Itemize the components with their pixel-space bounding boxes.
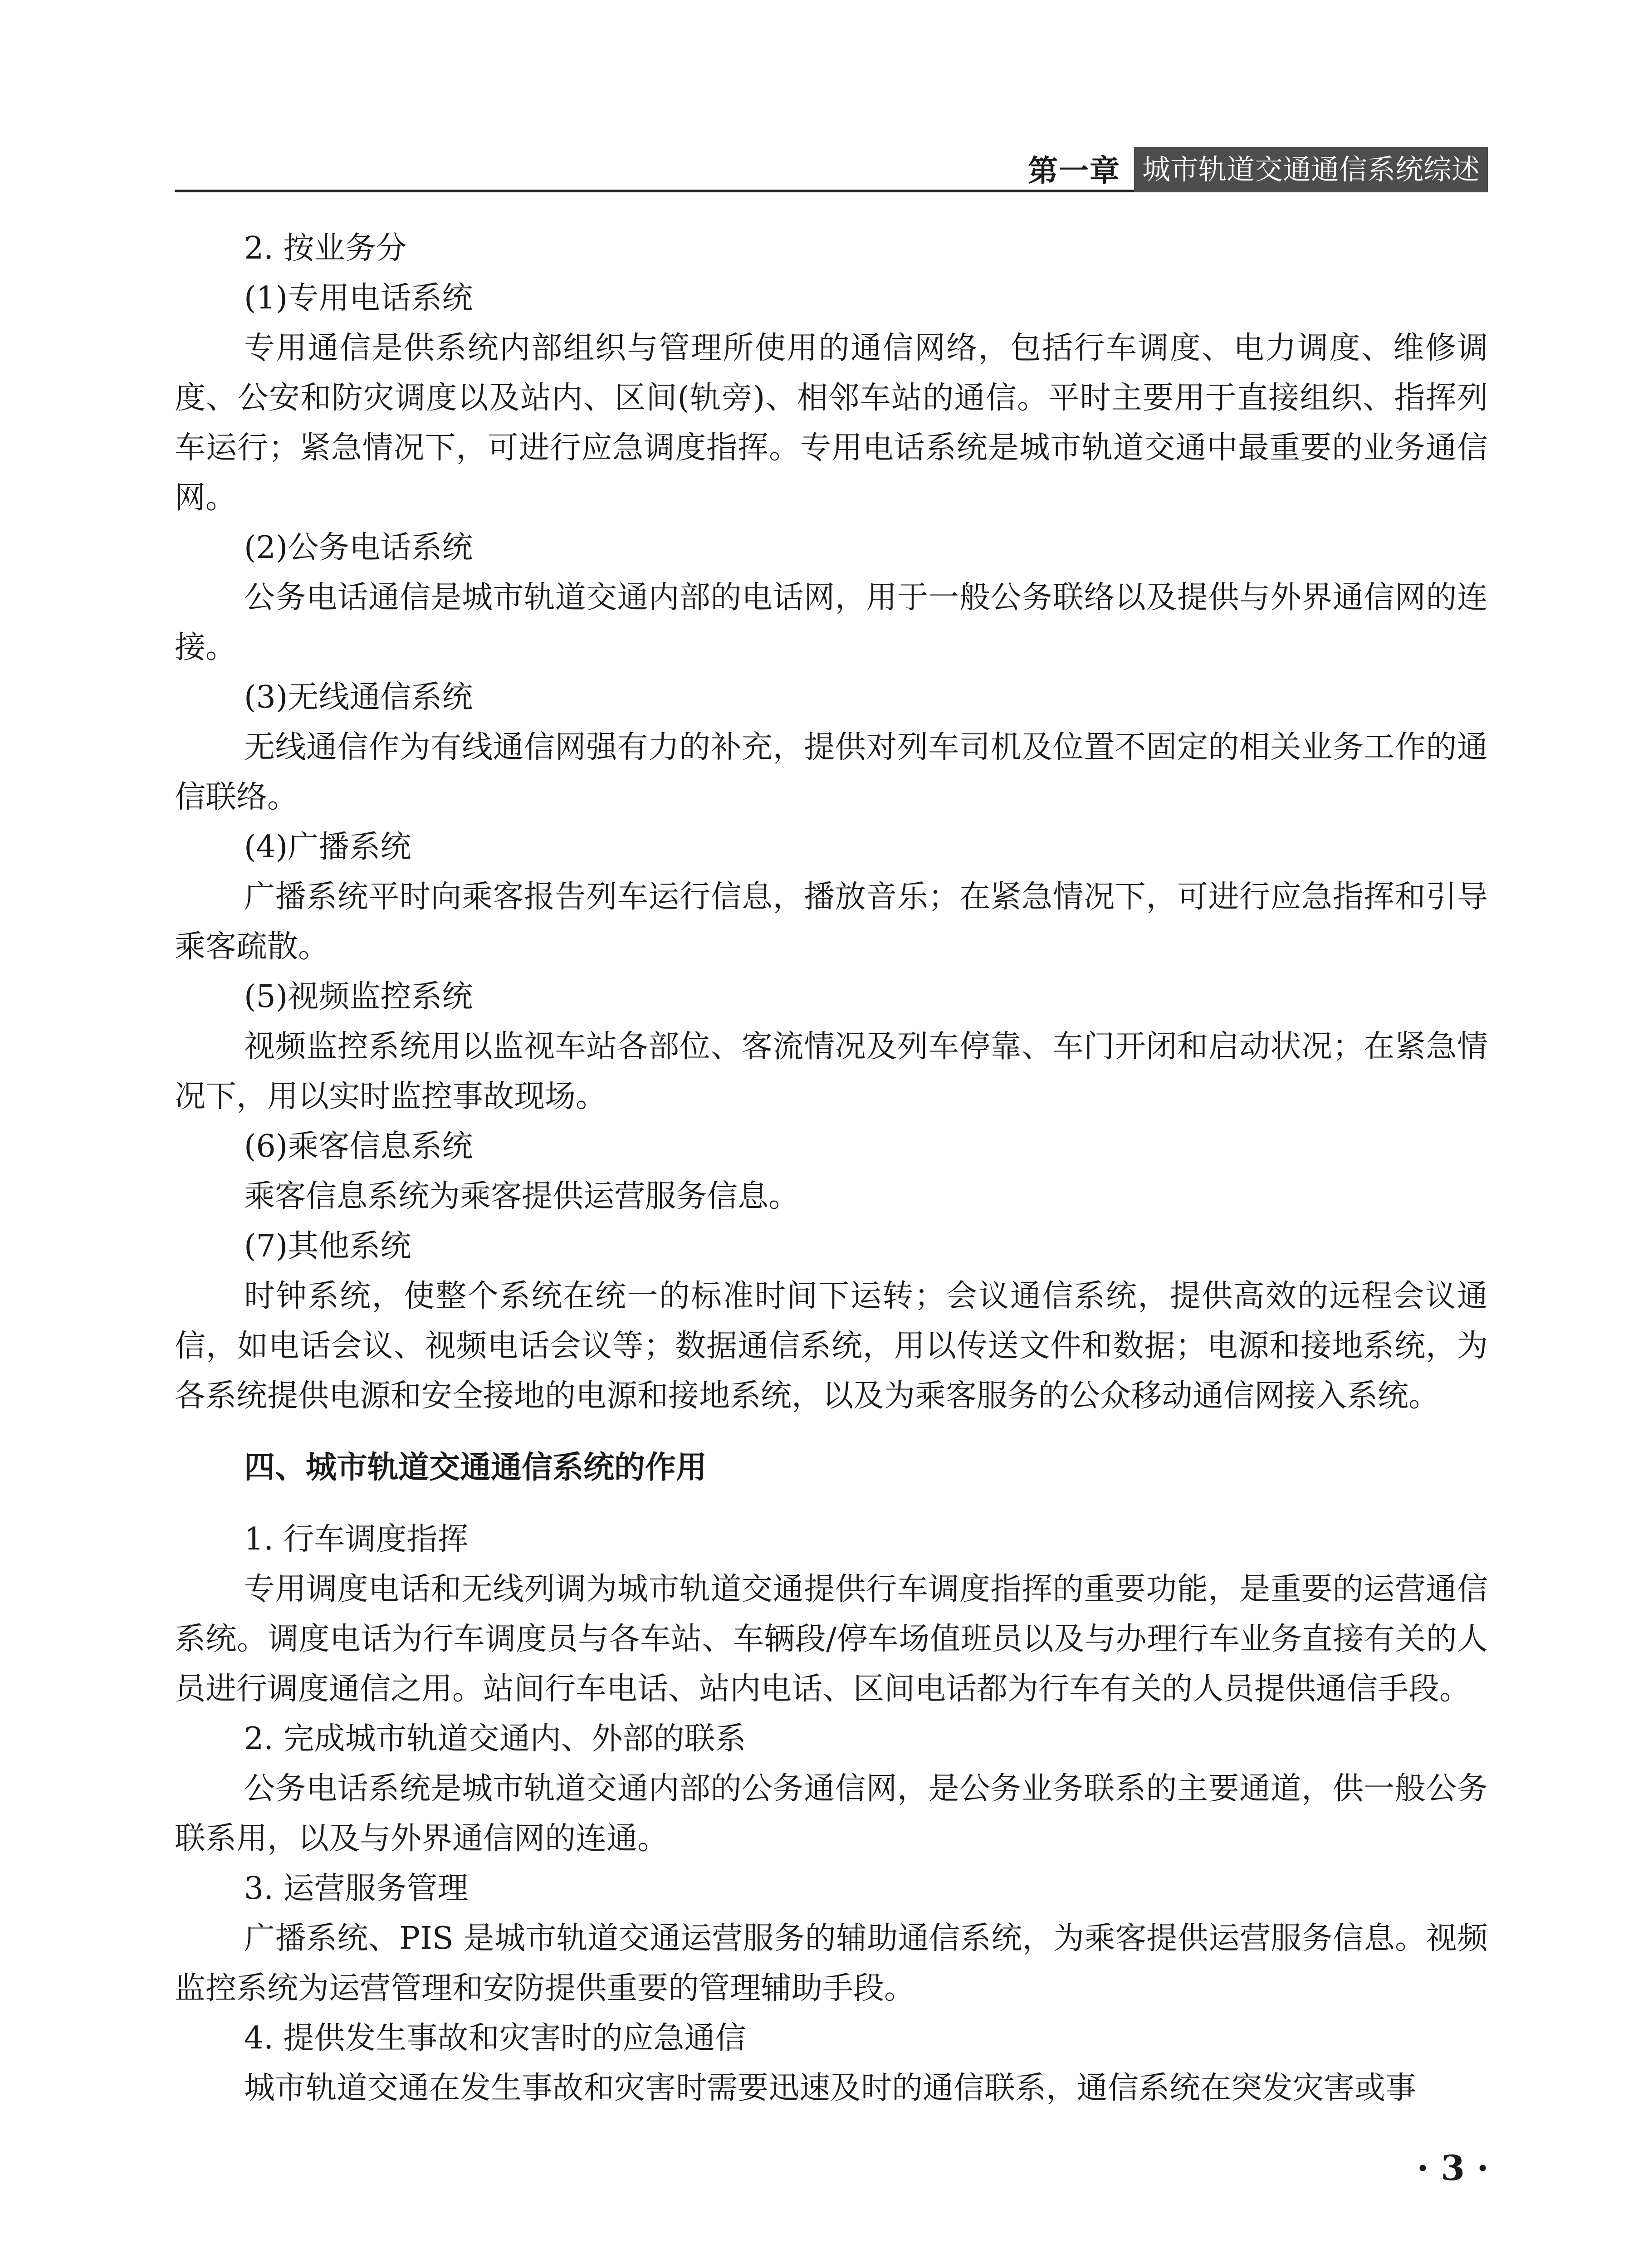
paragraph-operation-service: 广播系统、PIS 是城市轨道交通运营服务的辅助通信系统，为乘客提供运营服务信息。视频监控系统为运营管理和安防提供重要的管理辅助手段。	[175, 1921, 1488, 2006]
chapter-title-box: 城市轨道交通通信系统综述	[1134, 147, 1488, 192]
item-heading-official-phone: (2)公务电话系统	[244, 530, 473, 566]
chapter-label: 第一章	[1028, 153, 1120, 188]
item-heading-dedicated-phone: (1)专用电话系统	[244, 280, 473, 316]
item-heading-broadcast: (4)广播系统	[244, 829, 411, 865]
page-body	[175, 224, 1488, 2113]
subheading-internal-external: 2. 完成城市轨道交通内、外部的联系	[244, 1721, 746, 1757]
item-heading-passenger-info: (6)乘客信息系统	[244, 1129, 473, 1164]
running-header	[175, 146, 1488, 192]
paragraph-dedicated-phone: 专用通信是供系统内部组织与管理所使用的通信网络，包括行车调度、电力调度、维修调度、公安和防灾调度以及站内、区间(轨旁)、相邻车站的通信。平时主要用于直接组织、指挥列车运行；紧急情况下，可进行应急调度指挥。专用电话系统是城市轨道交通中最重要的业务通信网。	[175, 330, 1488, 516]
paragraph-other: 时钟系统，使整个系统在统一的标准时间下运转；会议通信系统，提供高效的远程会议通信，如电话会议、视频电话会议等；数据通信系统，用以传送文件和数据；电源和接地系统，为各系统提供电源和安全接地的电源和接地系统，以及为乘客服务的公众移动通信网接入系统。	[175, 1278, 1488, 1414]
item-heading-other: (7)其他系统	[244, 1228, 411, 1264]
item-heading-video: (5)视频监控系统	[244, 979, 473, 1015]
paragraph-internal-external: 公务电话系统是城市轨道交通内部的公务通信网，是公务业务联系的主要通道，供一般公务联系用，以及与外界通信网的连通。	[175, 1771, 1488, 1857]
paragraph-video: 视频监控系统用以监视车站各部位、客流情况及列车停靠、车门开闭和启动状况；在紧急情况下，用以实时监控事故现场。	[175, 1029, 1488, 1114]
paragraph-dispatch: 专用调度电话和无线列调为城市轨道交通提供行车调度指挥的重要功能，是重要的运营通信系统。调度电话为行车调度员与各车站、车辆段/停车场值班员以及与办理行车业务直接有关的人员进行调度通信之用。站间行车电话、站内电话、区间电话都为行车有关的人员提供通信手段。	[175, 1571, 1488, 1707]
paragraph-wireless: 无线通信作为有线通信网强有力的补充，提供对列车司机及位置不固定的相关业务工作的通信联络。	[175, 729, 1488, 815]
subheading-dispatch: 1. 行车调度指挥	[244, 1521, 469, 1557]
subheading-by-business: 2. 按业务分	[244, 230, 407, 266]
subheading-operation-service: 3. 运营服务管理	[244, 1871, 469, 1906]
item-heading-wireless: (3)无线通信系统	[244, 679, 473, 715]
paragraph-official-phone: 公务电话通信是城市轨道交通内部的电话网，用于一般公务联络以及提供与外界通信网的连接。	[175, 580, 1488, 665]
page-number: · 3 ·	[1417, 2148, 1489, 2188]
section-heading-functions: 四、城市轨道交通通信系统的作用	[244, 1450, 707, 1486]
paragraph-broadcast: 广播系统平时向乘客报告列车运行信息，播放音乐；在紧急情况下，可进行应急指挥和引导乘客疏散。	[175, 879, 1488, 965]
paragraph-emergency: 城市轨道交通在发生事故和灾害时需要迅速及时的通信联系，通信系统在突发灾害或事	[244, 2070, 1417, 2106]
subheading-emergency: 4. 提供发生事故和灾害时的应急通信	[244, 2020, 746, 2056]
paragraph-passenger-info: 乘客信息系统为乘客提供运营服务信息。	[244, 1178, 800, 1214]
